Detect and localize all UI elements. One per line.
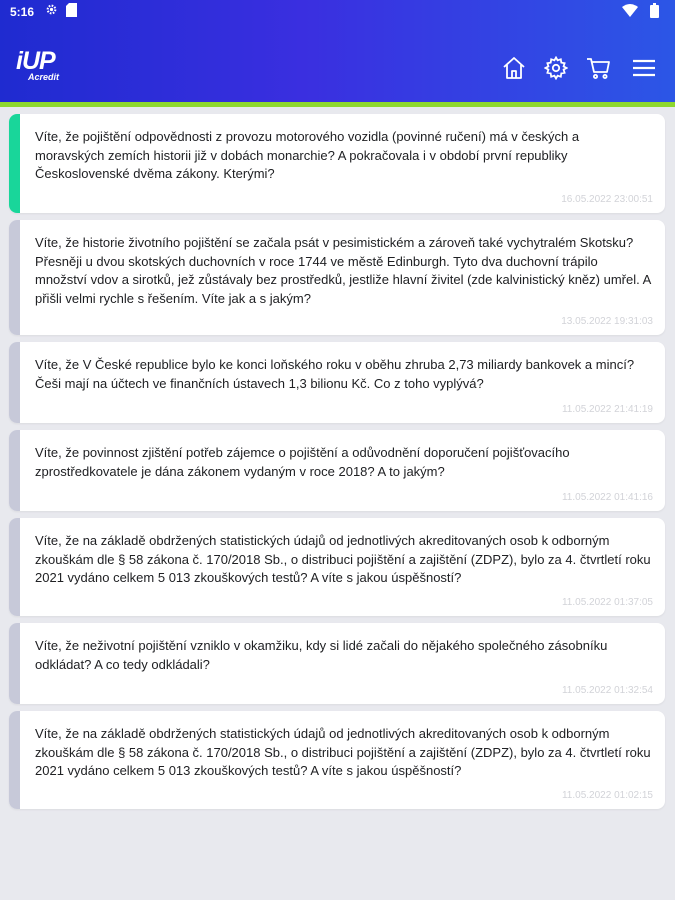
status-bar [0, 0, 675, 24]
item-text: Víte, že pojištění odpovědnosti z provozu motorového vozidla (povinné ručení) má v českých a moravských zemích historii již v dobách monarchie? A pokračovala i v období první republiky Československé dvěma zákony. Kterými? [35, 129, 580, 181]
app-logo [16, 48, 59, 82]
item-date: 11.05.2022 21:41:19 [561, 404, 653, 415]
sd-card-icon [66, 3, 77, 20]
item-text: Víte, že historie životního pojištění se začala psát v pesimistickém a zároveň také vychytralém Skotsku? Přesněji u dvou skotských duchovních v roce 1744 ve městě Edinburgh. Tyto dva duchovní trápilo množství vdov a sirotků, jež zůstávaly bez prostředků, jestliže hlavní živitel (zde kalvinistický kněz) umřel. A přišli velmi rychle s řešením. Víte jak a s jakým? [35, 235, 651, 306]
item-text: Víte, že povinnost zjištění potřeb zájemce o pojištění a odůvodnění doporučení pojišťovacího zprostředkovatele je dána zákonem vydaným v roce 2018? A to jakým? [35, 445, 570, 479]
list-item[interactable] [9, 114, 665, 213]
menu-icon[interactable] [632, 56, 656, 85]
list-item[interactable] [9, 623, 665, 704]
settings-icon[interactable] [544, 56, 568, 85]
app-header [0, 0, 675, 102]
item-date: 11.05.2022 01:37:05 [561, 597, 653, 608]
item-date: 16.05.2022 23:00:51 [561, 194, 653, 205]
header-accent-line [0, 102, 675, 107]
settings-notification-icon [45, 3, 58, 19]
item-text: Víte, že neživotní pojištění vzniklo v okamžiku, kdy si lidé začali do nějakého společného zásobníku odkládat? A co tedy odkládali? [35, 638, 608, 672]
item-date: 11.05.2022 01:41:16 [561, 492, 653, 503]
status-time: 5:16 [10, 5, 35, 19]
list-item[interactable] [9, 518, 665, 616]
logo-text: iUP [16, 47, 55, 75]
item-text: Víte, že na základě obdržených statistických údajů od jednotlivých akreditovaných osob k odborným zkouškám dle § 58 zákona č. 170/2018 Sb., o distribuci pojištění a zajištění (ZDPZ), bylo za 4. čtvrtletí roku 2021 vydáno celkem 5 013 zkouškových testů? A víte s jakou úspěšností? [35, 533, 651, 585]
list-item[interactable] [9, 220, 665, 335]
list-item[interactable] [9, 342, 665, 423]
item-date: 11.05.2022 01:02:15 [561, 790, 653, 801]
list-item[interactable] [9, 430, 665, 511]
list-item[interactable] [9, 711, 665, 809]
battery-icon [650, 3, 659, 21]
cart-icon[interactable] [586, 56, 611, 85]
logo-subtitle: Acredit [28, 72, 60, 82]
wifi-icon [622, 4, 638, 20]
item-date: 13.05.2022 19:31:03 [561, 316, 653, 327]
item-date: 11.05.2022 01:32:54 [561, 685, 653, 696]
item-text: Víte, že V České republice bylo ke konci loňského roku v oběhu zhruba 2,73 miliardy bankovek a mincí? Češi mají na účtech ve finančních ústavech 1,3 bilionu Kč. Co z toho vyplývá? [35, 357, 635, 391]
home-icon[interactable] [502, 56, 526, 85]
item-text: Víte, že na základě obdržených statistických údajů od jednotlivých akreditovaných osob k odborným zkouškám dle § 58 zákona č. 170/2018 Sb., o distribuci pojištění a zajištění (ZDPZ), bylo za 4. čtvrtletí roku 2021 vydáno celkem 5 013 zkouškových testů? A víte s jakou úspěšností? [35, 726, 651, 778]
